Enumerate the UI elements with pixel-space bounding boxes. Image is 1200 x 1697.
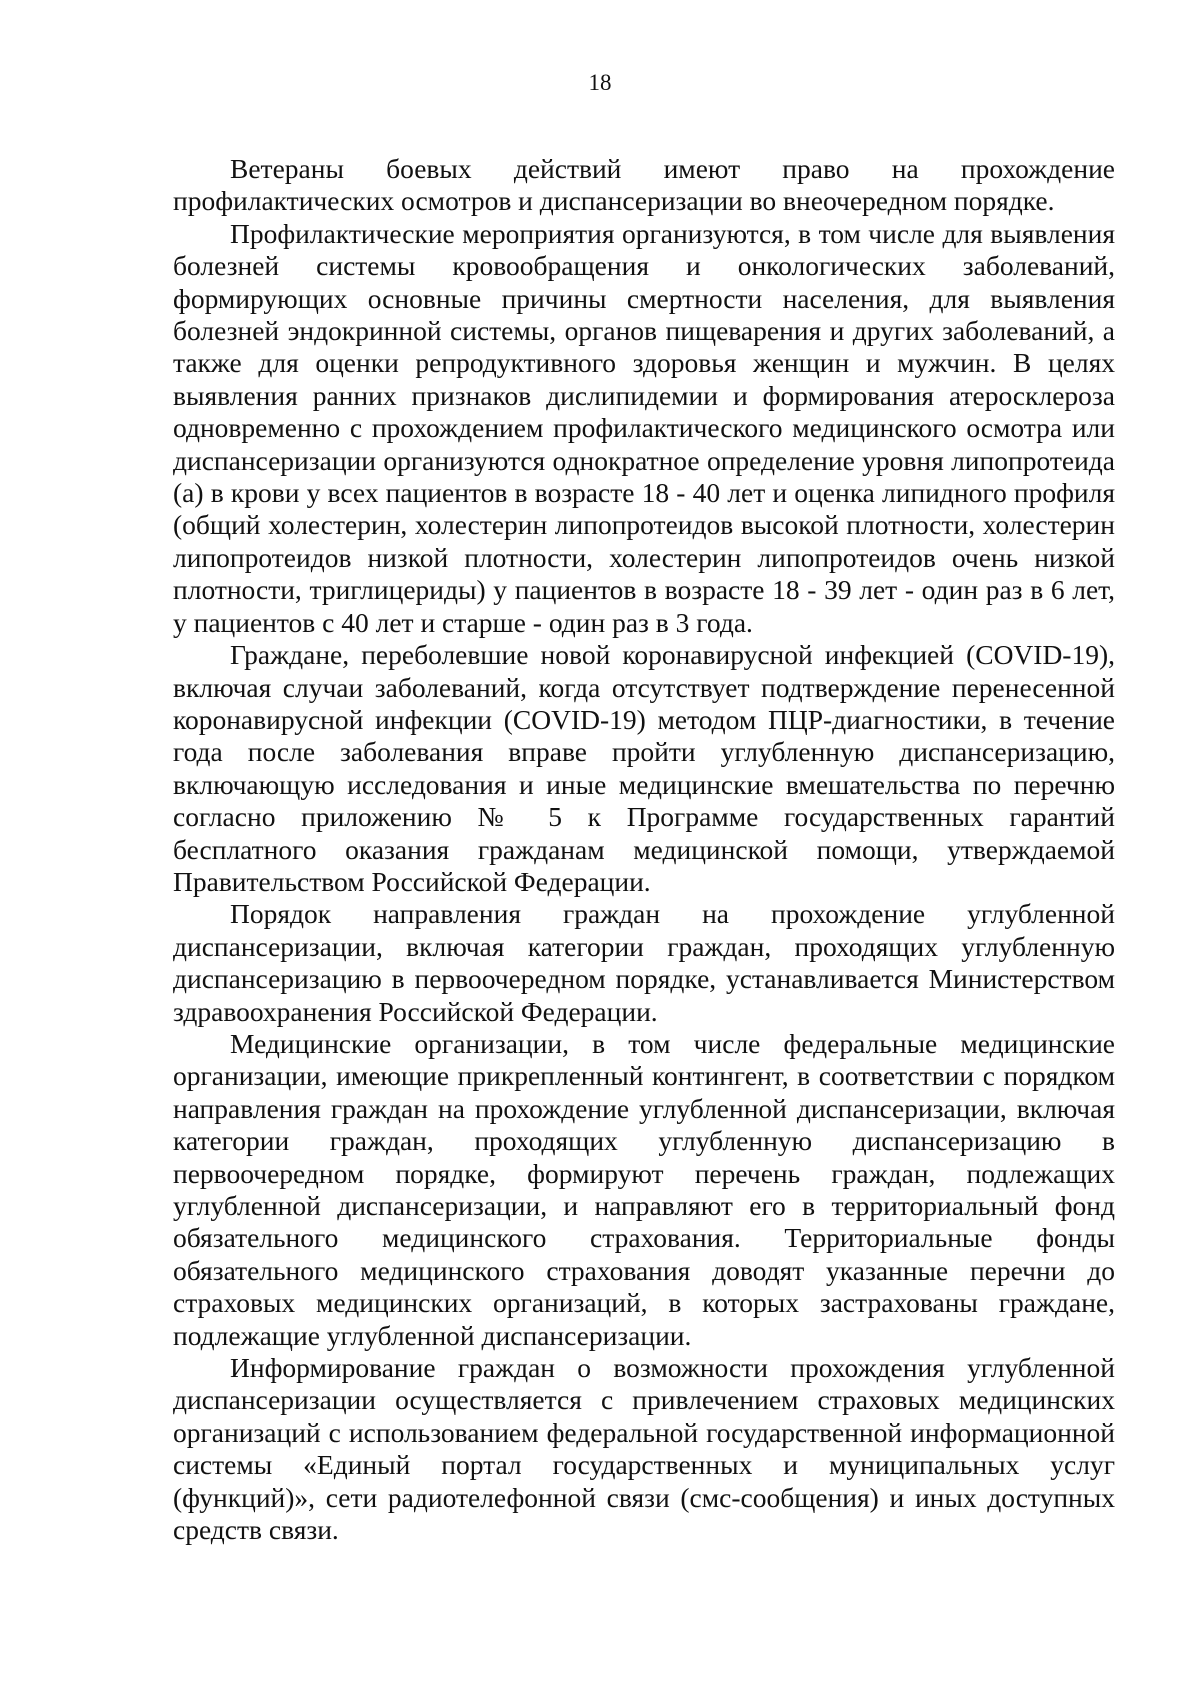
paragraph-referral-procedure: Порядок направления граждан на прохождение углубленной диспансеризации, включая категории граждан, проходящих углубленную диспансеризацию в первоочередном порядке, устанавливается Министерством здравоохранения Российской Федерации. bbox=[173, 898, 1115, 1027]
paragraph-covid-citizens: Граждане, переболевшие новой коронавирусной инфекцией (COVID-19), включая случаи заболеваний, когда отсутствует подтверждение перенесенной коронавирусной инфекции (COVID-19) методом ПЦР-диагностики, в течение года после заболевания вправе пройти углубленную диспансеризацию, включающую исследования и иные медицинские вмешательства по перечню согласно приложению № 5 к Программе государственных гарантий бесплатного оказания гражданам медицинской помощи, утверждаемой Правительством Российской Федерации. bbox=[173, 639, 1115, 897]
paragraph-medical-organizations: Медицинские организации, в том числе федеральные медицинские организации, имеющие прикрепленный контингент, в соответствии с порядком направления граждан на прохождение углубленной диспансеризации, включая категории граждан, проходящих углубленную диспансеризацию в первоочередном порядке, формируют перечень граждан, подлежащих углубленной диспансеризации, и направляют его в территориальный фонд обязательного медицинского страхования. Территориальные фонды обязательного медицинского страхования доводят указанные перечни до страховых медицинских организаций, в которых застрахованы граждане, подлежащие углубленной диспансеризации. bbox=[173, 1027, 1115, 1351]
paragraph-veterans: Ветераны боевых действий имеют право на прохождение профилактических осмотров и диспансеризации во внеочередном порядке. bbox=[173, 153, 1115, 217]
paragraph-informing-citizens: Информирование граждан о возможности прохождения углубленной диспансеризации осуществляется с привлечением страховых медицинских организаций с использованием федеральной государственной информационной системы «Единый портал государственных и муниципальных услуг (функций)», сети радиотелефонной связи (смс-сообщения) и иных доступных средств связи. bbox=[173, 1352, 1115, 1546]
page-number: 18 bbox=[588, 70, 612, 95]
paragraph-preventive-measures: Профилактические мероприятия организуются, в том числе для выявления болезней системы кровообращения и онкологических заболеваний, формирующих основные причины смертности населения, для выявления болезней эндокринной системы, органов пищеварения и других заболеваний, а также для оценки репродуктивного здоровья женщин и мужчин. В целях выявления ранних признаков дислипидемии и формирования атеросклероза одновременно с прохождением профилактического медицинского осмотра или диспансеризации организуются однократное определение уровня липопротеида (а) в крови у всех пациентов в возрасте 18 - 40 лет и оценка липидного профиля (общий холестерин, холестерин липопротеидов высокой плотности, холестерин липопротеидов низкой плотности, холестерин липопротеидов очень низкой плотности, триглицериды) у пациентов в возрасте 18 - 39 лет - один раз в 6 лет, у пациентов с 40 лет и старше - один раз в 3 года. bbox=[173, 217, 1115, 638]
document-body bbox=[173, 153, 1115, 1546]
